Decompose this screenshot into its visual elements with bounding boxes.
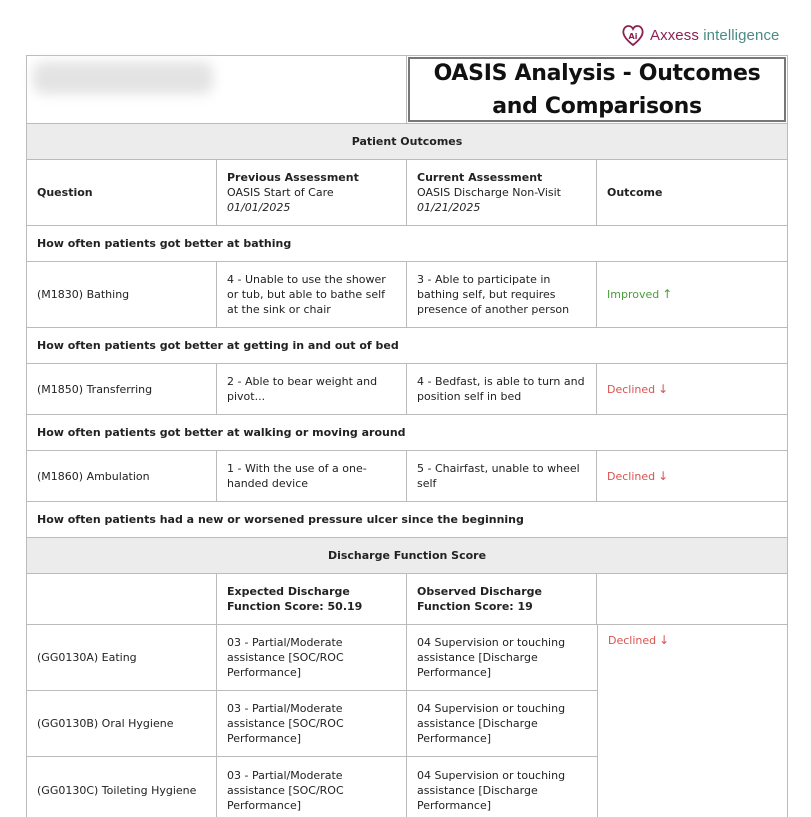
header-expected-score: Expected Discharge Function Score: 50.19 bbox=[217, 574, 407, 624]
header-empty bbox=[597, 574, 787, 624]
header-current-assessment: Current Assessment OASIS Discharge Non-Visit 01/21/2025 bbox=[407, 160, 597, 225]
outcome-row bbox=[27, 262, 787, 328]
outcome-cell: Declined ↓ bbox=[607, 381, 669, 396]
report-header bbox=[27, 55, 787, 124]
arrow-down-icon: ↓ bbox=[658, 381, 669, 396]
logo-wordmark: Axxess intelligence bbox=[650, 26, 780, 44]
header-question: Question bbox=[27, 160, 217, 225]
current-cell: 3 - Able to participate in bathing self, but requires presence of another person bbox=[407, 262, 597, 327]
outcomes-table-header bbox=[27, 160, 787, 226]
dfs-outcome-cell: Declined ↓ bbox=[597, 625, 787, 817]
question-cell: (M1860) Ambulation bbox=[27, 451, 217, 501]
header-empty bbox=[27, 574, 217, 624]
expected-cell: 03 - Partial/Moderate assistance [SOC/ROC Performance] bbox=[217, 757, 407, 817]
axxess-heart-icon bbox=[620, 22, 646, 48]
svg-text:Ai: Ai bbox=[628, 32, 638, 41]
dfs-row bbox=[27, 625, 597, 691]
dfs-rows bbox=[27, 625, 787, 817]
group-title: How often patients got better at walking or moving around bbox=[27, 415, 787, 451]
previous-cell: 4 - Unable to use the shower or tub, but able to bathe self at the sink or chair bbox=[217, 262, 407, 327]
section-patient-outcomes: Patient Outcomes bbox=[27, 124, 787, 160]
question-cell: (M1850) Transferring bbox=[27, 364, 217, 414]
previous-cell: 1 - With the use of a one-handed device bbox=[217, 451, 407, 501]
expected-cell: 03 - Partial/Moderate assistance [SOC/ROC Performance] bbox=[217, 625, 407, 690]
dfs-table-header bbox=[27, 574, 787, 625]
arrow-down-icon: ↓ bbox=[659, 633, 670, 647]
outcome-row bbox=[27, 364, 787, 415]
arrow-up-icon: ↑ bbox=[662, 287, 673, 301]
group-title: How often patients got better at bathing bbox=[27, 226, 787, 262]
outcome-cell: Improved ↑ bbox=[607, 287, 673, 301]
report-title: OASIS Analysis - Outcomes and Comparisons bbox=[433, 60, 761, 119]
section-discharge-function-score: Discharge Function Score bbox=[27, 538, 787, 574]
current-cell: 4 - Bedfast, is able to turn and position self in bed bbox=[407, 364, 597, 414]
axxess-logo bbox=[620, 22, 780, 48]
previous-cell: 2 - Able to bear weight and pivot... bbox=[217, 364, 407, 414]
observed-cell: 04 Supervision or touching assistance [Discharge Performance] bbox=[417, 636, 566, 679]
outcome-cell: Declined ↓ bbox=[607, 468, 669, 483]
current-cell: 5 - Chairfast, unable to wheel self bbox=[407, 451, 597, 501]
header-outcome: Outcome bbox=[607, 186, 663, 199]
redacted-patient-info bbox=[27, 56, 407, 123]
outcome-row bbox=[27, 451, 787, 502]
dfs-row bbox=[27, 691, 597, 757]
report-document bbox=[26, 55, 788, 817]
arrow-down-icon: ↓ bbox=[658, 468, 669, 483]
header-observed-score: Observed Discharge Function Score: 19 bbox=[407, 574, 597, 624]
question-cell: (GG0130C) Toileting Hygiene bbox=[27, 757, 217, 817]
dfs-row bbox=[27, 757, 597, 817]
group-title: How often patients had a new or worsened pressure ulcer since the beginning bbox=[27, 502, 787, 538]
report-title-box bbox=[408, 57, 786, 122]
expected-cell: 03 - Partial/Moderate assistance [SOC/ROC Performance] bbox=[217, 691, 407, 756]
question-cell: (M1830) Bathing bbox=[27, 262, 217, 327]
observed-cell: 04 Supervision or touching assistance [Discharge Performance] bbox=[417, 702, 566, 745]
group-title: How often patients got better at getting in and out of bed bbox=[27, 328, 787, 364]
header-previous-assessment: Previous Assessment OASIS Start of Care 01/01/2025 bbox=[217, 160, 407, 225]
observed-cell: 04 Supervision or touching assistance [Discharge Performance] bbox=[417, 768, 566, 812]
question-cell: (GG0130B) Oral Hygiene bbox=[27, 691, 217, 756]
question-cell: (GG0130A) Eating bbox=[27, 625, 217, 690]
